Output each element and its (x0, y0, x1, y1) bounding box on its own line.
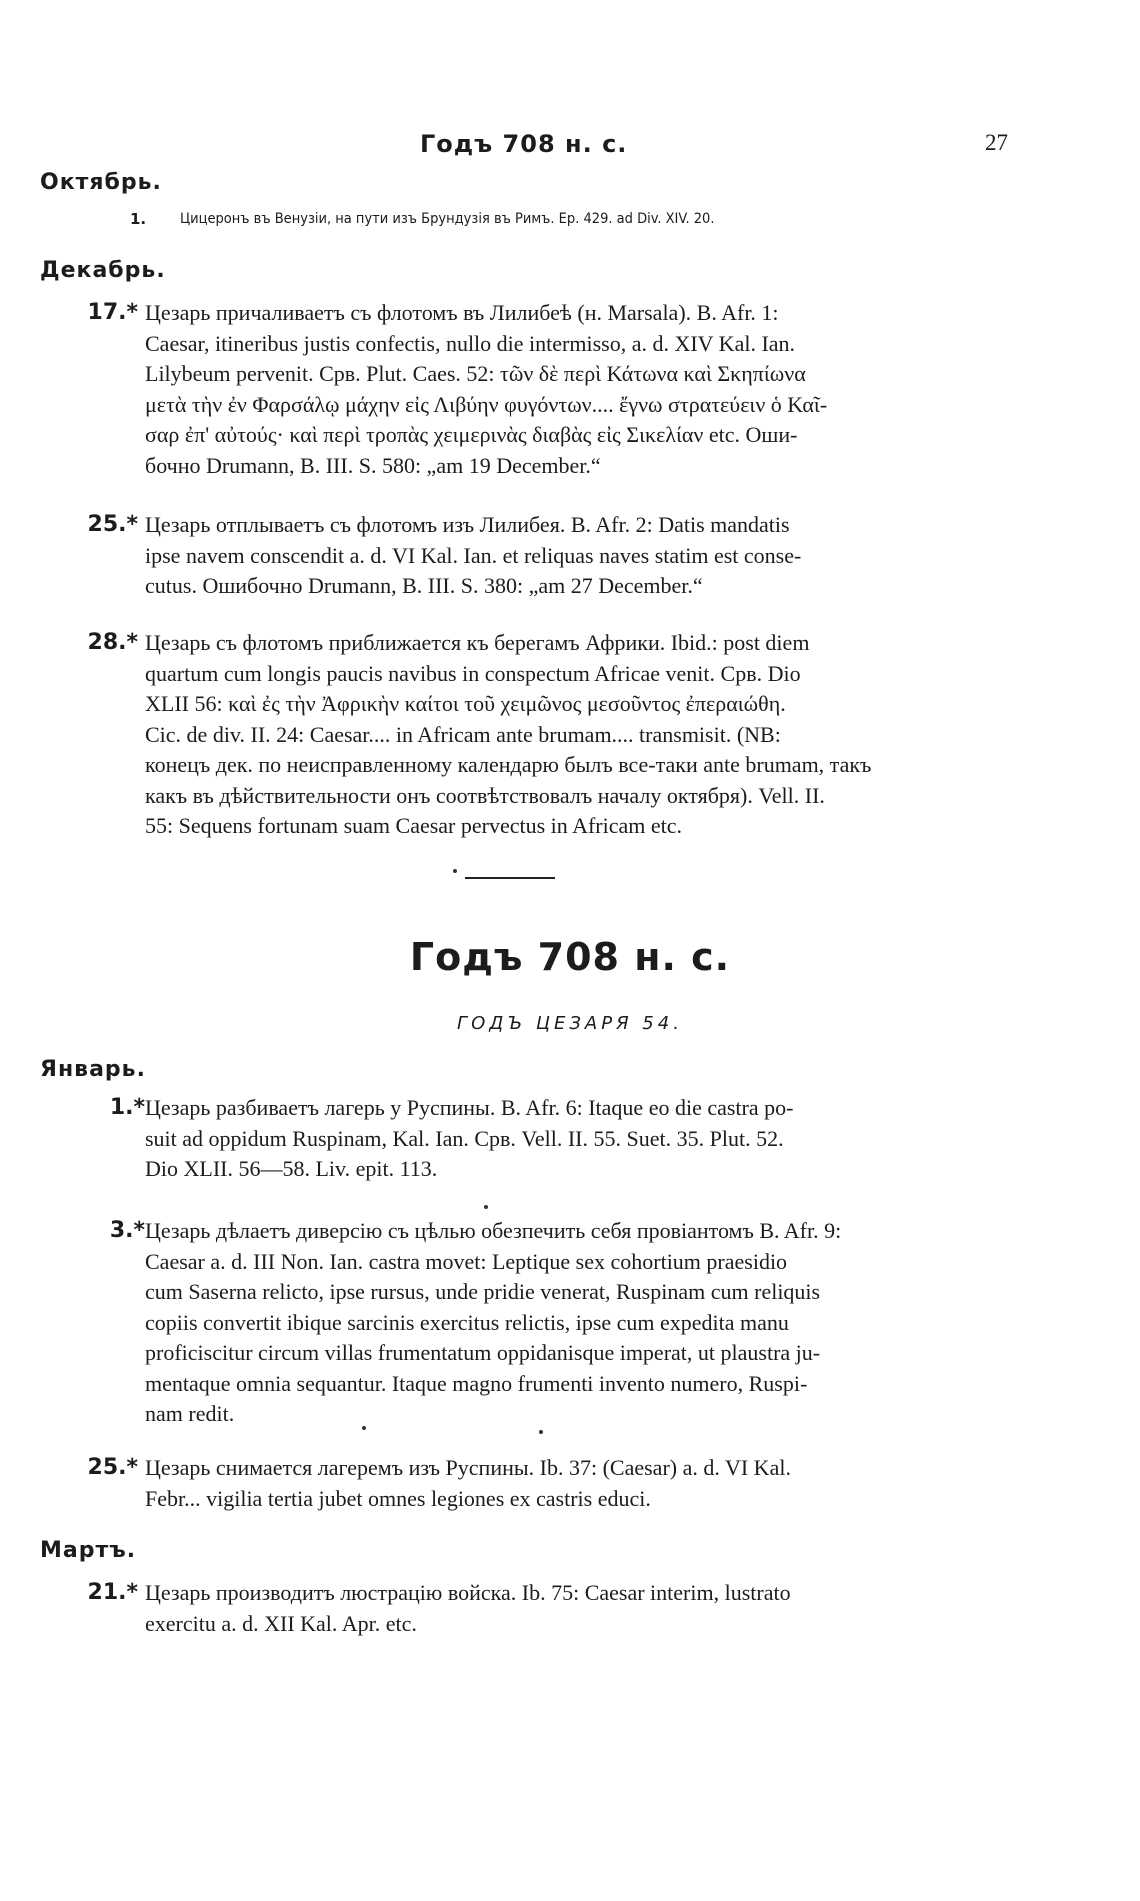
text-line: Цезарь производитъ люстрацію войска. Ib. 75: Caesar interim, lustrato (145, 1580, 791, 1605)
text-line: μετὰ τὴν ἐν Φαρσάλῳ μάχην εἰς Λιβύην φυγόντων.... ἔγνω στρατεύειν ὁ Καῖ- (145, 391, 828, 417)
print-speck (484, 1205, 488, 1209)
text-line: бочно Drumann, B. III. S. 580: „am 19 December.“ (145, 452, 601, 478)
entry-text (145, 510, 1010, 602)
text-line: конецъ дек. по неисправленному календарю былъ все-таки ante brumam, такъ (145, 752, 872, 777)
print-speck (539, 1430, 543, 1434)
text-line: какъ въ дѣйствительности онъ соотвѣтствовалъ началу октября). Vell. II. (145, 782, 825, 808)
entry-text (145, 1453, 1010, 1514)
caesar-year-subtitle: ГОДЪ ЦЕЗАРЯ 54. (457, 1013, 683, 1034)
entry-text (145, 1216, 1010, 1430)
entry-date: 1. (130, 210, 147, 228)
running-header (0, 130, 1140, 160)
text-line: copiis convertit ibique sarcinis exercitus relictis, ipse cum expedita manu (145, 1309, 789, 1335)
entry-text (145, 628, 1010, 842)
entry-text (145, 298, 1010, 481)
text-line: Dio XLII. 56—58. Liv. epit. 113. (145, 1156, 438, 1181)
entry-date: 21.* (87, 1580, 138, 1605)
text-line: Цезарь разбиваетъ лагерь у Руспины. B. Afr. 6: Itaque eo die castra po- (145, 1095, 794, 1120)
entry-text: Цицеронъ въ Венузіи, на пути изъ Брундузія въ Римъ. Ер. 429. ad Div. XIV. 20. (180, 211, 715, 227)
text-line: XLII 56: καὶ ἐς τὴν Ἀφρικὴν καίτοι τοῦ χειμῶνος μεσοῦντος ἐπεραιώθη. (145, 691, 786, 716)
month-heading-january: Январь. (40, 1057, 146, 1082)
entry-date: 25.* (87, 1455, 138, 1480)
text-line: Цезарь дѣлаетъ диверсію съ цѣлью обезпечить себя провіантомъ B. Afr. 9: (145, 1218, 842, 1243)
entry-date: 28.* (87, 630, 138, 655)
entry-text (145, 1093, 1010, 1185)
entry-date: 3.* (109, 1218, 145, 1243)
text-line: Caesar a. d. III Non. Ian. castra movet: Leptique sex cohortium praesidio (145, 1248, 788, 1274)
running-title: Годъ 708 н. с. (420, 130, 628, 158)
text-line: Цезарь снимается лагеремъ изъ Руспины. Ib. 37: (Caesar) a. d. VI Kal. (145, 1455, 791, 1480)
text-line: Цезарь съ флотомъ приближается къ берегамъ Африки. Ibid.: post diem (145, 630, 810, 655)
entry-text (145, 1578, 1010, 1639)
section-divider (465, 877, 555, 879)
print-speck (362, 1426, 366, 1430)
text-line: suit ad oppidum Ruspinam, Kal. Ian. Срв. Vell. II. 55. Suet. 35. Plut. 52. (145, 1125, 784, 1151)
text-line: σαρ ἐπ' αὐτούς· καὶ περὶ τροπὰς χειμερινὰς διαβὰς εἰς Σικελίαν etc. Оши- (145, 422, 798, 447)
text-line: cum Saserna relicto, ipse rursus, unde pridie venerat, Ruspinam cum reliquis (145, 1279, 821, 1304)
text-line: 55: Sequens fortunam suam Caesar pervectus in Africam etc. (145, 813, 683, 838)
text-line: Caesar, itineribus justis confectis, nullo die intermisso, a. d. XIV Kal. Ian. (145, 330, 796, 356)
entry-date: 17.* (87, 300, 138, 325)
print-speck (453, 869, 457, 873)
entry-date: 25.* (87, 512, 138, 537)
month-heading-october: Октябрь. (40, 170, 162, 195)
year-title: Годъ 708 н. с. (409, 935, 731, 979)
text-line: nam redit. (145, 1401, 235, 1426)
text-line: exercitu a. d. XII Kal. Apr. etc. (145, 1610, 417, 1636)
text-line: Цезарь отплываетъ съ флотомъ изъ Лилибея. B. Afr. 2: Datis mandatis (145, 512, 790, 537)
text-line: Lilybeum pervenit. Срв. Plut. Caes. 52: τῶν δὲ περὶ Κάτωνα καὶ Σκηπίωνα (145, 361, 806, 386)
text-line: cutus. Ошибочно Drumann, B. III. S. 380: „am 27 December.“ (145, 573, 703, 598)
text-line: Febr... vigilia tertia jubet omnes legiones ex castris educi. (145, 1485, 651, 1511)
text-line: Цезарь причаливаетъ съ флотомъ въ Лилибеѣ (н. Marsala). B. Afr. 1: (145, 300, 779, 325)
page-number: 27 (985, 130, 1008, 155)
month-heading-march: Мартъ. (40, 1538, 137, 1563)
month-heading-december: Декабрь. (40, 258, 166, 283)
text-line: quartum cum longis paucis navibus in conspectum Africae venit. Срв. Dio (145, 660, 801, 686)
text-line: proficiscitur circum villas frumentatum oppidanisque imperat, ut plaustra ju- (145, 1340, 821, 1365)
text-line: ipse navem conscendit a. d. VI Kal. Ian. et reliquas naves statim est conse- (145, 542, 802, 568)
text-line: Cic. de div. II. 24: Caesar.... in Africam ante brumam.... transmisit. (NB: (145, 721, 781, 747)
text-line: mentaque omnia sequantur. Itaque magno frumenti invento numero, Ruspi- (145, 1370, 808, 1396)
entry-date: 1.* (109, 1095, 145, 1120)
